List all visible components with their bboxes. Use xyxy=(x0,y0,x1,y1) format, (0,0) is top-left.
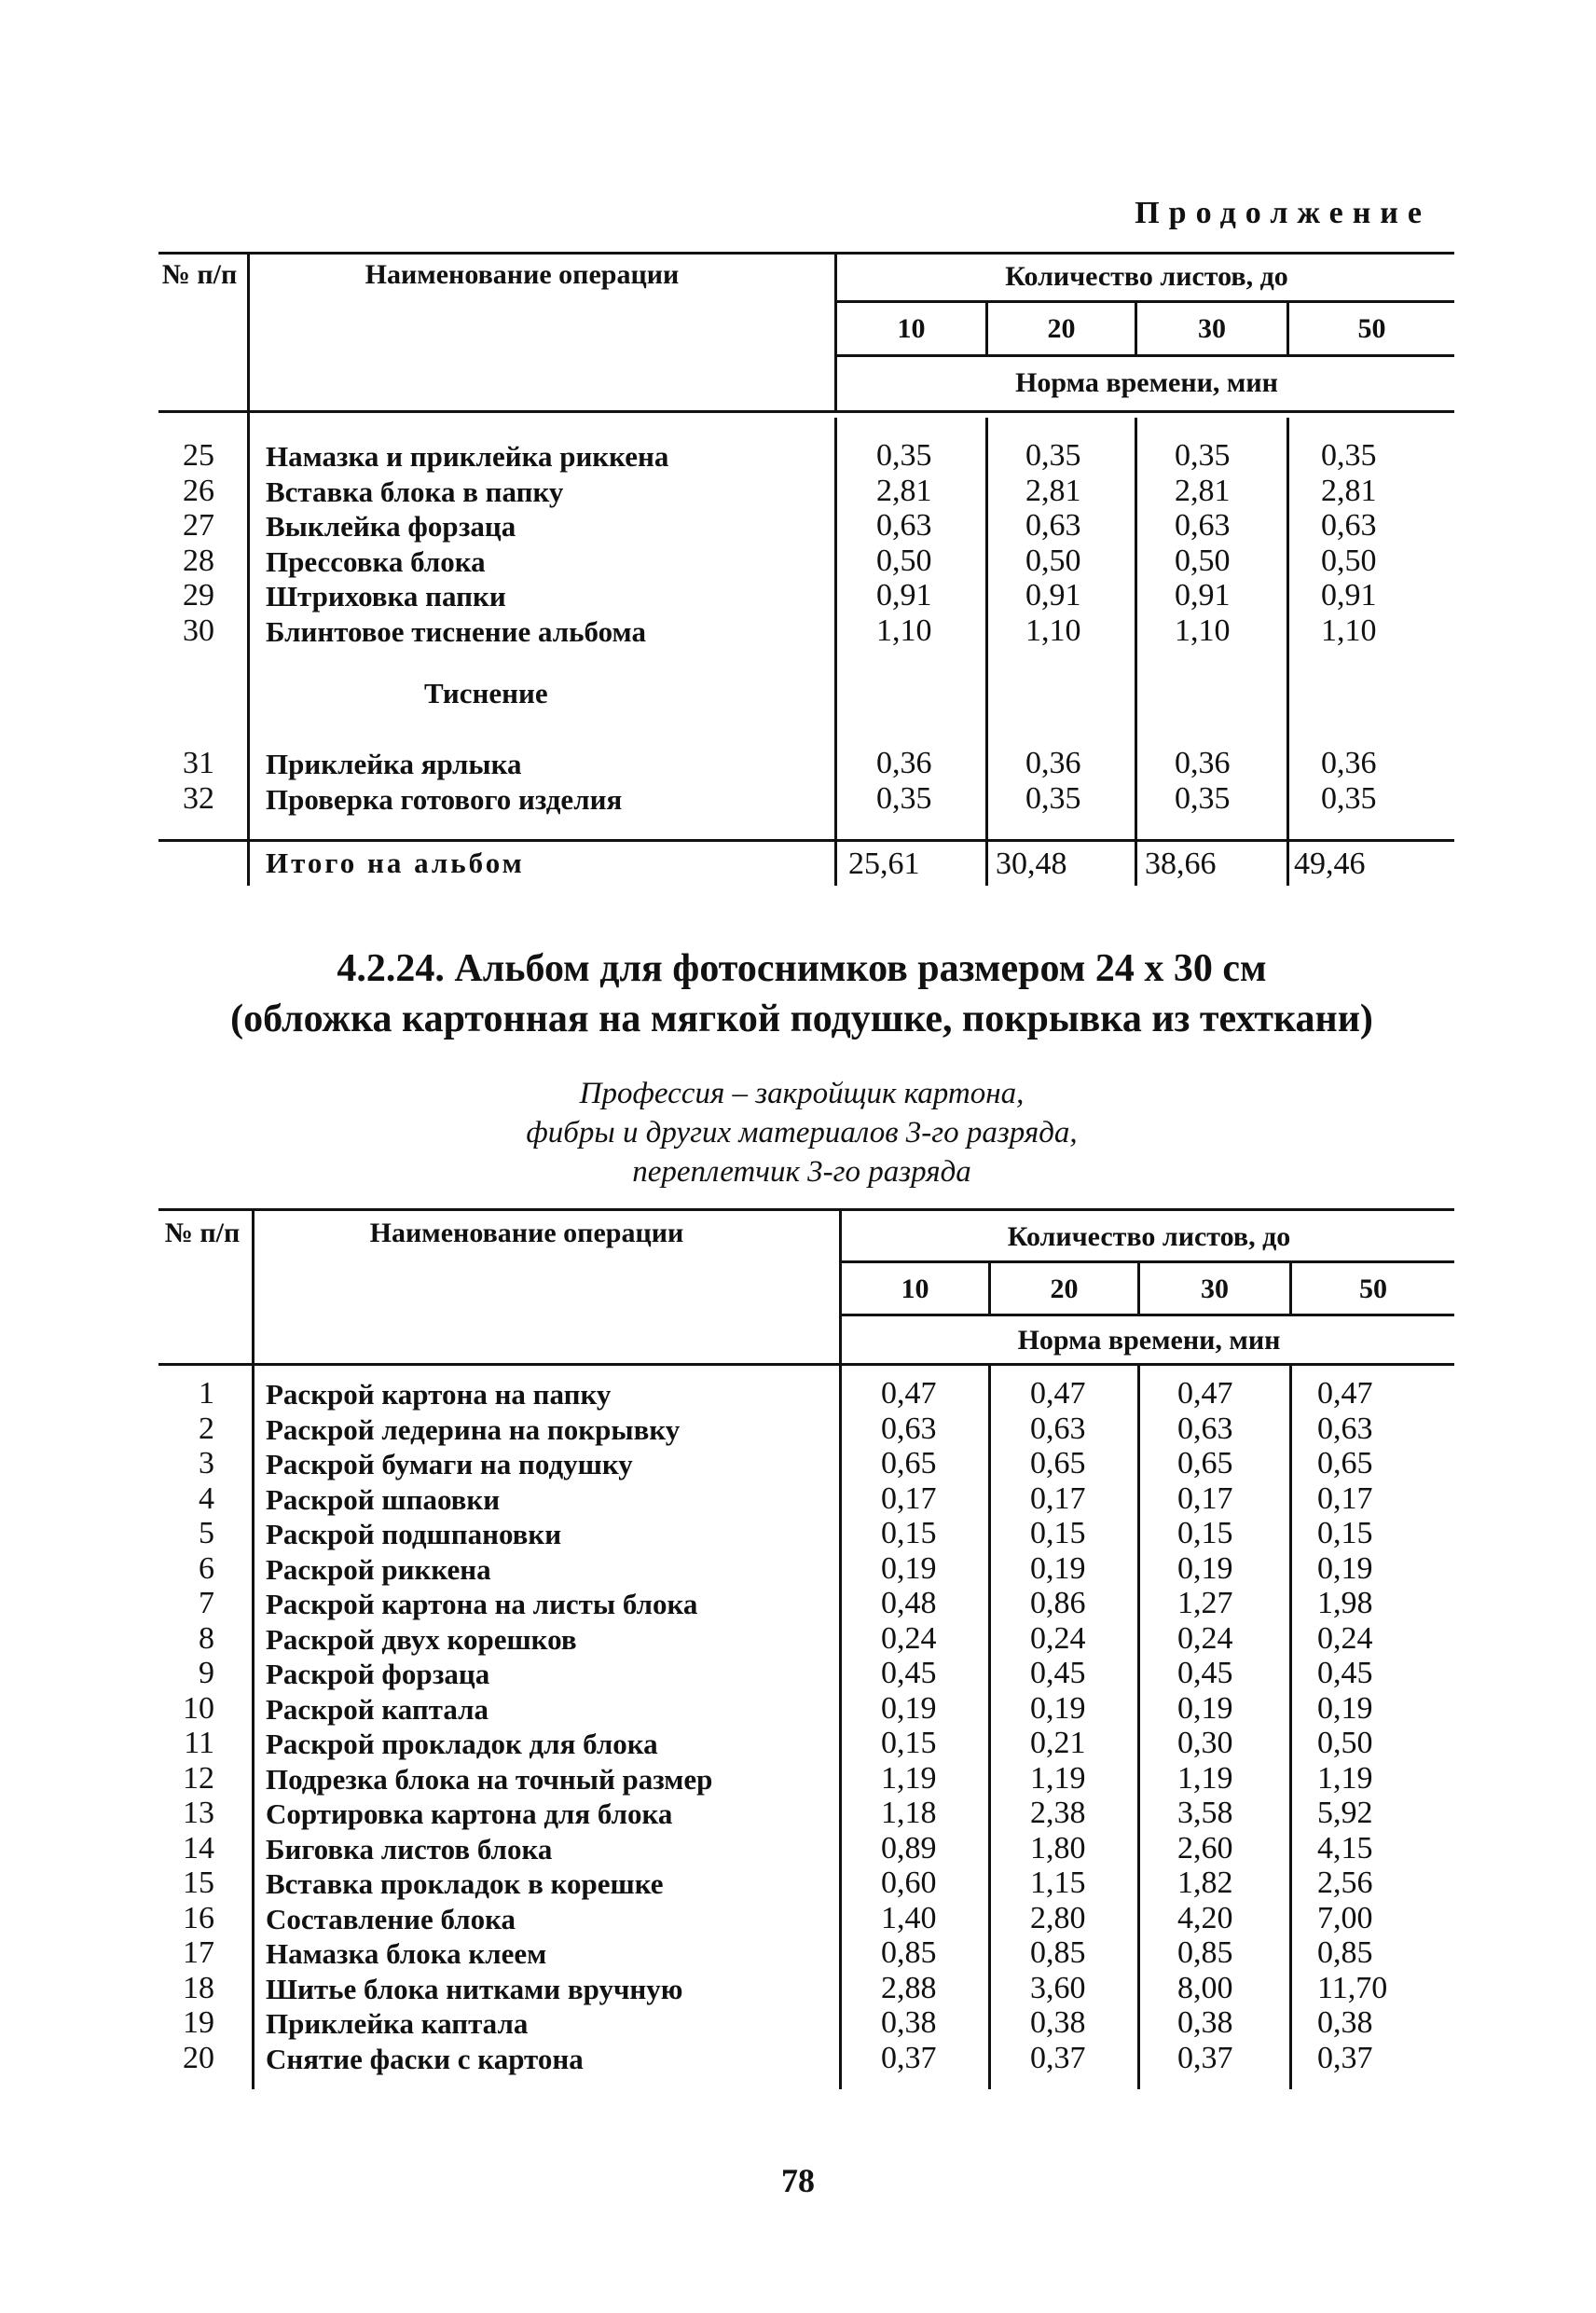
time-value: 1,19 xyxy=(1177,1760,1233,1796)
operation-name: Снятие фаски с картона xyxy=(266,2042,584,2075)
time-value: 0,19 xyxy=(1317,1550,1373,1586)
time-value: 0,17 xyxy=(1030,1480,1086,1516)
time-value: 1,98 xyxy=(1317,1586,1373,1620)
norm-header: Норма времени, мин xyxy=(1017,1325,1281,1356)
time-value: 1,27 xyxy=(1177,1586,1233,1620)
continuation-label: Продолжение xyxy=(1135,196,1431,230)
time-value: 0,50 xyxy=(876,543,932,578)
time-value: 0,19 xyxy=(1177,1690,1233,1726)
total-30: 38,66 xyxy=(1145,847,1217,881)
row-number: 18 xyxy=(183,1970,214,2005)
time-value: 0,21 xyxy=(1030,1726,1086,1760)
time-value: 0,35 xyxy=(1321,438,1377,473)
time-value: 2,81 xyxy=(1175,473,1231,508)
time-value: 0,65 xyxy=(1317,1446,1373,1480)
total-50: 49,46 xyxy=(1294,847,1366,881)
time-value: 0,35 xyxy=(1025,780,1081,816)
time-value: 0,48 xyxy=(881,1586,937,1620)
sheet-count-50: 50 xyxy=(1359,1274,1387,1304)
sheet-count-10: 10 xyxy=(897,313,926,344)
time-value: 0,85 xyxy=(881,1935,937,1970)
total-10: 25,61 xyxy=(848,847,920,881)
total-20: 30,48 xyxy=(996,847,1067,881)
time-value: 2,81 xyxy=(1321,473,1377,508)
profession-line-1: Профессия – закройщик картона, xyxy=(579,1077,1025,1110)
time-value: 0,15 xyxy=(881,1726,937,1760)
row-number: 30 xyxy=(183,613,214,648)
time-value: 0,30 xyxy=(1177,1726,1233,1760)
col-name-header: Наименование операции xyxy=(365,259,680,290)
time-value: 0,37 xyxy=(1030,2040,1086,2075)
row-number: 1 xyxy=(199,1376,214,1411)
time-value: 1,19 xyxy=(881,1760,937,1796)
time-value: 0,47 xyxy=(1177,1376,1233,1411)
operation-name: Раскрой форзаца xyxy=(266,1658,490,1690)
embossing-subheading: Тиснение xyxy=(424,677,548,709)
row-number: 16 xyxy=(183,1900,214,1935)
profession-line-3: переплетчик 3-го разряда xyxy=(632,1155,971,1189)
page-number: 78 xyxy=(781,2162,815,2199)
operation-name: Проверка готового изделия xyxy=(266,782,623,816)
time-value: 0,24 xyxy=(1177,1620,1233,1656)
time-value: 0,24 xyxy=(881,1620,937,1656)
operation-name: Приклейка каптала xyxy=(266,2007,529,2040)
time-value: 0,15 xyxy=(1030,1516,1086,1550)
time-value: 0,65 xyxy=(881,1446,937,1480)
row-number: 8 xyxy=(199,1620,214,1656)
time-value: 0,63 xyxy=(1030,1411,1086,1446)
time-value: 0,24 xyxy=(1317,1620,1373,1656)
time-value: 2,80 xyxy=(1030,1900,1086,1935)
group-header: Количество листов, до xyxy=(1005,261,1288,292)
norm-table-2 xyxy=(158,1208,1454,2085)
time-value: 0,19 xyxy=(1317,1690,1373,1726)
time-value: 0,24 xyxy=(1030,1620,1086,1656)
operation-name: Выклейка форзаца xyxy=(266,510,516,544)
time-value: 0,89 xyxy=(881,1830,937,1866)
time-value: 0,63 xyxy=(1321,508,1377,544)
time-value: 0,19 xyxy=(1030,1690,1086,1726)
row-number: 12 xyxy=(183,1760,214,1796)
row-number: 17 xyxy=(183,1935,214,1970)
time-value: 0,45 xyxy=(1177,1656,1233,1690)
time-value: 2,88 xyxy=(881,1970,937,2005)
profession-line-2: фибры и других материалов 3-го разряда, xyxy=(526,1116,1078,1150)
time-value: 1,15 xyxy=(1030,1866,1086,1900)
sheet-count-20: 20 xyxy=(1047,313,1076,344)
time-value: 0,65 xyxy=(1177,1446,1233,1480)
time-value: 0,85 xyxy=(1030,1935,1086,1970)
time-value: 0,91 xyxy=(1175,578,1231,613)
row-number: 27 xyxy=(183,508,214,544)
operation-name: Раскрой прокладок для блока xyxy=(266,1728,658,1760)
time-value: 0,50 xyxy=(1317,1726,1373,1760)
sheet-count-10: 10 xyxy=(901,1274,929,1304)
time-value: 0,91 xyxy=(1025,578,1081,613)
time-value: 1,80 xyxy=(1030,1830,1086,1866)
time-value: 0,38 xyxy=(1177,2005,1233,2040)
operation-name: Вставка блока в папку xyxy=(266,475,564,508)
time-value: 2,60 xyxy=(1177,1830,1233,1866)
row-number: 7 xyxy=(199,1586,214,1620)
time-value: 0,17 xyxy=(1177,1480,1233,1516)
time-value: 1,10 xyxy=(876,613,932,648)
time-value: 0,86 xyxy=(1030,1586,1086,1620)
operation-name: Раскрой подшпановки xyxy=(266,1518,562,1550)
row-number: 26 xyxy=(183,473,214,508)
time-value: 7,00 xyxy=(1317,1900,1373,1935)
operation-name: Сортировка картона для блока xyxy=(266,1797,673,1830)
time-value: 0,50 xyxy=(1175,543,1231,578)
time-value: 0,65 xyxy=(1030,1446,1086,1480)
row-number: 15 xyxy=(183,1866,214,1900)
operation-name: Штриховка папки xyxy=(266,580,506,613)
time-value: 0,35 xyxy=(1175,780,1231,816)
row-number: 9 xyxy=(199,1656,214,1690)
row-number: 28 xyxy=(183,543,214,578)
col-num-header: № п/п xyxy=(164,1218,241,1248)
row-number: 14 xyxy=(183,1830,214,1866)
time-value: 0,35 xyxy=(1175,438,1231,473)
time-value: 3,60 xyxy=(1030,1970,1086,2005)
total-label: Итого на альбом xyxy=(266,847,525,879)
time-value: 0,35 xyxy=(1321,780,1377,816)
sheet-count-30: 30 xyxy=(1198,313,1226,344)
col-name-header: Наименование операции xyxy=(369,1218,684,1248)
operation-name: Раскрой риккена xyxy=(266,1552,491,1586)
row-number: 2 xyxy=(199,1411,214,1446)
time-value: 0,17 xyxy=(1317,1480,1373,1516)
row-number: 10 xyxy=(183,1690,214,1726)
time-value: 0,36 xyxy=(1321,746,1377,780)
row-number: 13 xyxy=(183,1796,214,1830)
row-number: 11 xyxy=(184,1726,214,1760)
time-value: 0,50 xyxy=(1025,543,1081,578)
time-value: 0,17 xyxy=(881,1480,937,1516)
sheet-count-30: 30 xyxy=(1201,1274,1229,1304)
operation-name: Раскрой каптала xyxy=(266,1692,489,1726)
operation-name: Биговка листов блока xyxy=(266,1832,553,1866)
section-title-line-1: 4.2.24. Альбом для фотоснимков размером 24 х 30 см xyxy=(337,947,1267,990)
time-value: 0,47 xyxy=(1317,1376,1373,1411)
operation-name: Раскрой бумаги на подушку xyxy=(266,1448,633,1480)
time-value: 2,56 xyxy=(1317,1866,1373,1900)
time-value: 0,35 xyxy=(1025,438,1081,473)
row-number: 20 xyxy=(183,2040,214,2075)
operation-name: Приклейка ярлыка xyxy=(266,748,522,780)
operation-name: Раскрой картона на папку xyxy=(266,1378,612,1411)
time-value: 1,10 xyxy=(1321,613,1377,648)
time-value: 1,19 xyxy=(1317,1760,1373,1796)
time-value: 1,10 xyxy=(1025,613,1081,648)
time-value: 0,47 xyxy=(1030,1376,1086,1411)
time-value: 0,36 xyxy=(1025,746,1081,780)
operation-name: Шитье блока нитками вручную xyxy=(266,1972,683,2005)
time-value: 0,15 xyxy=(881,1516,937,1550)
time-value: 0,45 xyxy=(1030,1656,1086,1690)
time-value: 3,58 xyxy=(1177,1796,1233,1830)
time-value: 0,38 xyxy=(881,2005,937,2040)
time-value: 0,38 xyxy=(1317,2005,1373,2040)
time-value: 2,81 xyxy=(1025,473,1081,508)
row-number: 5 xyxy=(199,1516,214,1550)
operation-name: Подрезка блока на точный размер xyxy=(266,1762,713,1796)
time-value: 0,60 xyxy=(881,1866,937,1900)
time-value: 0,50 xyxy=(1321,543,1377,578)
operation-name: Блинтовое тиснение альбома xyxy=(266,615,646,648)
row-number: 29 xyxy=(183,578,214,613)
time-value: 2,38 xyxy=(1030,1796,1086,1830)
time-value: 0,36 xyxy=(1175,746,1231,780)
time-value: 8,00 xyxy=(1177,1970,1233,2005)
time-value: 0,35 xyxy=(876,438,932,473)
time-value: 1,40 xyxy=(881,1900,937,1935)
time-value: 0,15 xyxy=(1177,1516,1233,1550)
row-number: 6 xyxy=(199,1550,214,1586)
time-value: 0,36 xyxy=(876,746,932,780)
row-number: 19 xyxy=(183,2005,214,2040)
operation-name: Раскрой картона на листы блока xyxy=(266,1588,698,1620)
time-value: 11,70 xyxy=(1317,1970,1388,2005)
time-value: 0,35 xyxy=(876,780,932,816)
time-value: 0,37 xyxy=(1317,2040,1373,2075)
section-title-line-2: (обложка картонная на мягкой подушке, покрывка из техткани) xyxy=(230,998,1373,1040)
time-value: 0,38 xyxy=(1030,2005,1086,2040)
operation-name: Намазка и приклейка риккена xyxy=(266,440,669,473)
time-value: 0,19 xyxy=(1177,1550,1233,1586)
operation-name: Составление блока xyxy=(266,1902,516,1935)
time-value: 0,19 xyxy=(881,1550,937,1586)
time-value: 0,19 xyxy=(881,1690,937,1726)
row-number: 3 xyxy=(199,1446,214,1480)
operation-name: Намазка блока клеем xyxy=(266,1937,547,1970)
norm-header: Норма времени, мин xyxy=(1015,367,1278,398)
row-number: 31 xyxy=(183,746,214,780)
time-value: 0,45 xyxy=(881,1656,937,1690)
operation-name: Раскрой двух корешков xyxy=(266,1622,577,1656)
time-value: 0,37 xyxy=(881,2040,937,2075)
norm-table-1 xyxy=(158,252,1454,886)
time-value: 0,91 xyxy=(1321,578,1377,613)
time-value: 4,15 xyxy=(1317,1830,1373,1866)
sheet-count-50: 50 xyxy=(1357,313,1386,344)
time-value: 0,63 xyxy=(876,508,932,544)
sheet-count-20: 20 xyxy=(1050,1274,1079,1304)
time-value: 1,82 xyxy=(1177,1866,1233,1900)
operation-name: Раскрой ледерина на покрывку xyxy=(266,1412,681,1446)
operation-name: Вставка прокладок в корешке xyxy=(266,1867,664,1900)
time-value: 0,47 xyxy=(881,1376,937,1411)
row-number: 32 xyxy=(183,780,214,816)
time-value: 1,18 xyxy=(881,1796,937,1830)
time-value: 0,85 xyxy=(1177,1935,1233,1970)
col-num-header: № п/п xyxy=(161,259,238,290)
time-value: 0,63 xyxy=(1177,1411,1233,1446)
operation-name: Прессовка блока xyxy=(266,544,486,578)
group-header: Количество листов, до xyxy=(1007,1221,1291,1252)
time-value: 0,19 xyxy=(1030,1550,1086,1586)
row-number: 4 xyxy=(199,1480,214,1516)
time-value: 1,19 xyxy=(1030,1760,1086,1796)
time-value: 4,20 xyxy=(1177,1900,1233,1935)
time-value: 0,37 xyxy=(1177,2040,1233,2075)
time-value: 0,45 xyxy=(1317,1656,1373,1690)
time-value: 0,91 xyxy=(876,578,932,613)
row-number: 25 xyxy=(183,438,214,473)
time-value: 1,10 xyxy=(1175,613,1231,648)
operation-name: Раскрой шпаовки xyxy=(266,1482,501,1516)
time-value: 0,85 xyxy=(1317,1935,1373,1970)
time-value: 0,63 xyxy=(881,1411,937,1446)
time-value: 0,63 xyxy=(1025,508,1081,544)
time-value: 5,92 xyxy=(1317,1796,1373,1830)
time-value: 0,63 xyxy=(1175,508,1231,544)
time-value: 0,63 xyxy=(1317,1411,1373,1446)
time-value: 0,15 xyxy=(1317,1516,1373,1550)
time-value: 2,81 xyxy=(876,473,932,508)
